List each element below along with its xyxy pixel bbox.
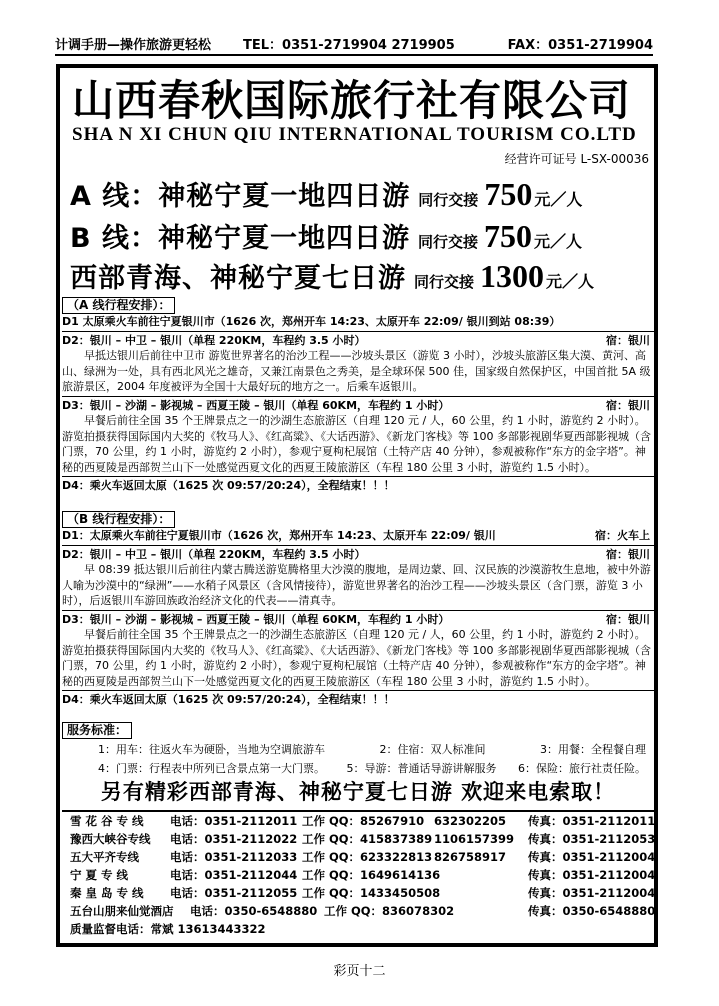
route-price: 750	[484, 176, 533, 212]
contact-row	[62, 920, 654, 938]
day-2-desc: 早 08:39 抵达银川后前往内蒙古腾送游览腾格里大沙漠的腹地，是周边蒙、回、汉民族的沙漠游牧生息地，被中外游人喻为沙漠中的“绿洲”——水稍子风景区（含风情接待），游览世界著名的治沙工程——沙坡头景区（含门票，游览 3 小时），后返银川车游回族政治经济文化的代表——清真寺。	[62, 563, 651, 607]
day-3-desc: 早餐后前往全国 35 个王牌景点之一的沙湖生态旅游区（自理 120 元 / 人，60 公里，约 1 小时，游览约 2 小时）。游览拍摄获得国际国内大奖的《牧马人》、《红高粱》、《大话西游》、《新龙门客栈》等 100 多部影视剧华夏西部影视城（含门票，70 公里，约 1 小时，游览约 2 小时），参观宁夏枸杞展馆（土特产店 40 分钟），参观被称作“东方的金字塔”。神秘的西夏陵是西部贺兰山下一处感觉西夏文化的西夏王陵旅游区（车程 180 公里 3 小时，游览约 1.5 小时）。	[62, 628, 651, 688]
line-a-itinerary	[62, 297, 654, 494]
day-1: D1 太原乘火车前往宁夏银川市（1626 次，郑州开车 14:23、太原开车 22:09/ 银川到站 08:39）	[62, 315, 561, 328]
day-2-stay: 宿：银川	[606, 333, 650, 347]
contact-phone: 电话：0350-6548880	[190, 904, 318, 918]
contact-qq: 工作 QQ：415837389	[302, 832, 433, 846]
contact-fax: 传真：0350-6548880	[528, 904, 656, 918]
route-name: A 线：神秘宁夏一地四日游	[70, 181, 411, 212]
route-tag: 同行交接	[417, 233, 478, 251]
contact-name: 秦 皇 岛 专 线	[70, 886, 144, 900]
quality-hotline: 质量监督电话：常斌 13613443322	[70, 922, 266, 936]
page-footer: 彩页十二	[333, 964, 386, 979]
day-2	[62, 333, 654, 349]
route-tag: 同行交接	[418, 191, 479, 209]
day-3	[62, 612, 654, 628]
contact-list	[62, 810, 654, 938]
route-b	[70, 216, 582, 252]
contact-qq2: 1106157399	[434, 832, 515, 846]
route-unit: 元／人	[546, 272, 595, 291]
contact-name: 雪 花 谷 专 线	[70, 814, 144, 828]
route-a	[70, 174, 582, 210]
contact-qq2: 826758917	[434, 850, 507, 864]
route-price: 750	[484, 218, 532, 254]
contact-phone: 电话：0351-2112055	[170, 886, 298, 900]
service-standards	[62, 722, 654, 776]
top-tel: TEL：0351-2719904 2719905	[243, 38, 455, 53]
service-item: 3：用餐：全程餐自理	[540, 743, 646, 756]
contact-row	[62, 884, 654, 902]
line-b-header: （B 线行程安排）：	[62, 511, 175, 528]
service-item: 2：住宿：双人标准间	[379, 743, 486, 756]
line-b-itinerary	[62, 511, 654, 708]
promo-banner: 另有精彩西部青海、神秘宁夏七日游 欢迎来电索取！	[100, 780, 616, 804]
day-3-title: D3：银川 – 沙湖 – 影视城 – 西夏王陵 – 银川（单程 60KM，车程约 1 小时）	[62, 612, 450, 626]
contact-qq: 工作 QQ：623322813	[302, 850, 433, 864]
day-4: D4：乘火车返回太原（1625 次 09:57/20:24），全程结束！！！	[62, 479, 395, 492]
day-1	[62, 528, 654, 544]
contact-fax: 传真：0351-2112004	[528, 850, 656, 864]
contact-row	[62, 812, 654, 830]
service-row	[62, 742, 654, 758]
contact-phone: 电话：0351-2112011	[170, 814, 298, 828]
contact-row	[62, 902, 654, 920]
route-name: 西部青海、神秘宁夏七日游	[70, 263, 406, 294]
contact-row	[62, 848, 654, 866]
slogan: 计调手册—操作旅游更轻松	[55, 38, 212, 53]
day-4: D4：乘火车返回太原（1625 次 09:57/20:24），全程结束！！！	[62, 693, 395, 706]
contact-fax: 传真：0351-2112053	[528, 832, 656, 846]
service-item: 6：保险：旅行社责任险。	[518, 761, 646, 775]
service-item: 4：门票：行程表中所列已含景点第一大门票。	[98, 761, 325, 775]
contact-fax: 传真：0351-2112004	[528, 886, 656, 900]
top-contact-bar	[55, 34, 653, 56]
service-item: 5：导游：普通话导游讲解服务	[346, 761, 497, 775]
contact-phone: 电话：0351-2112033	[170, 850, 298, 864]
contact-fax: 传真：0351-2112004	[528, 868, 656, 882]
company-title-en: SHA N XI CHUN QIU INTERNATIONAL TOURISM CO.LTD	[72, 124, 637, 145]
service-item: 1：用车：往返火车为硬卧，当地为空调旅游车	[98, 743, 325, 756]
route-price: 1300	[480, 258, 545, 294]
license-number: 经营许可证号 L-SX-00036	[504, 152, 649, 166]
contact-name: 五台山朋来仙觉酒店	[70, 904, 174, 918]
day-2	[62, 547, 654, 563]
day-2-title: D2：银川 – 中卫 – 银川（单程 220KM，车程约 3.5 小时）	[62, 547, 366, 561]
contact-row	[62, 866, 654, 884]
contact-phone: 电话：0351-2112022	[170, 832, 298, 846]
day-3	[62, 398, 654, 414]
line-a-header: （A 线行程安排）：	[62, 297, 175, 314]
route-name: B 线：神秘宁夏一地四日游	[70, 223, 410, 254]
day-2-desc: 早抵达银川后前往中卫市 游览世界著名的治沙工程——沙坡头景区（游览 3 小时），沙坡头旅游区集大漠、黄河、高山、绿洲为一处，具有西北风光之雄奇，又兼江南景色之秀美，是全球环保 500 佳，国家级自然保护区，中国首批 5A 级旅游景区，2004 年度被评为全国十大最好玩的地方之一。后乘车返银川。	[62, 349, 651, 393]
day-3-stay: 宿：银川	[606, 612, 650, 626]
contact-name: 五大平齐专线	[70, 850, 139, 864]
contact-row	[62, 830, 654, 848]
contact-phone: 电话：0351-2112044	[170, 868, 298, 882]
contact-qq: 工作 QQ：85267910	[302, 814, 425, 828]
day-2-title: D2：银川 – 中卫 – 银川（单程 220KM，车程约 3.5 小时）	[62, 333, 366, 347]
day-3-title: D3：银川 – 沙湖 – 影视城 – 西夏王陵 – 银川（单程 60KM，车程约 1 小时）	[62, 398, 450, 412]
service-header: 服务标准：	[62, 722, 132, 739]
company-title-cn: 山西春秋国际旅行社有限公司	[72, 76, 632, 125]
contact-qq: 工作 QQ：836078302	[324, 904, 455, 918]
contact-qq: 工作 QQ：1649614136	[302, 868, 441, 882]
contact-name: 宁 夏 专 线	[70, 868, 129, 882]
route-unit: 元／人	[534, 190, 583, 209]
day-3-desc: 早餐后前往全国 35 个王牌景点之一的沙湖生态旅游区（自理 120 元 / 人，60 公里，约 1 小时，游览约 2 小时）。游览拍摄获得国际国内大奖的《牧马人》、《红高粱》、《大话西游》、《新龙门客栈》等 100 多部影视剧华夏西部影视城（含门票，70 公里，约 1 小时，游览约 2 小时），参观宁夏枸杞展馆（土特产店 40 分钟），参观被称作“东方的金字塔”。神秘的西夏陵是西部贺兰山下一处感觉西夏文化的西夏王陵旅游区（车程 180 公里 3 小时，游览约 1.5 小时）。	[62, 414, 651, 474]
top-fax: FAX：0351-2719904	[507, 38, 653, 53]
contact-qq: 工作 QQ：1433450508	[302, 886, 441, 900]
contact-name: 豫西大峡谷专线	[70, 832, 151, 846]
route-unit: 元／人	[534, 232, 583, 251]
route-west	[70, 256, 594, 292]
contact-qq2: 632302205	[434, 814, 507, 828]
day-3-stay: 宿：银川	[606, 398, 650, 412]
day-1-stay: 宿：火车上	[595, 529, 650, 542]
day-2-stay: 宿：银川	[606, 547, 650, 561]
day-1-title: D1：太原乘火车前往宁夏银川市（1626 次，郑州开车 14:23、太原开车 22:09/ 银川	[62, 529, 496, 542]
contact-fax: 传真：0351-2112011	[528, 814, 656, 828]
route-tag: 同行交接	[414, 273, 475, 291]
service-row	[62, 761, 654, 777]
